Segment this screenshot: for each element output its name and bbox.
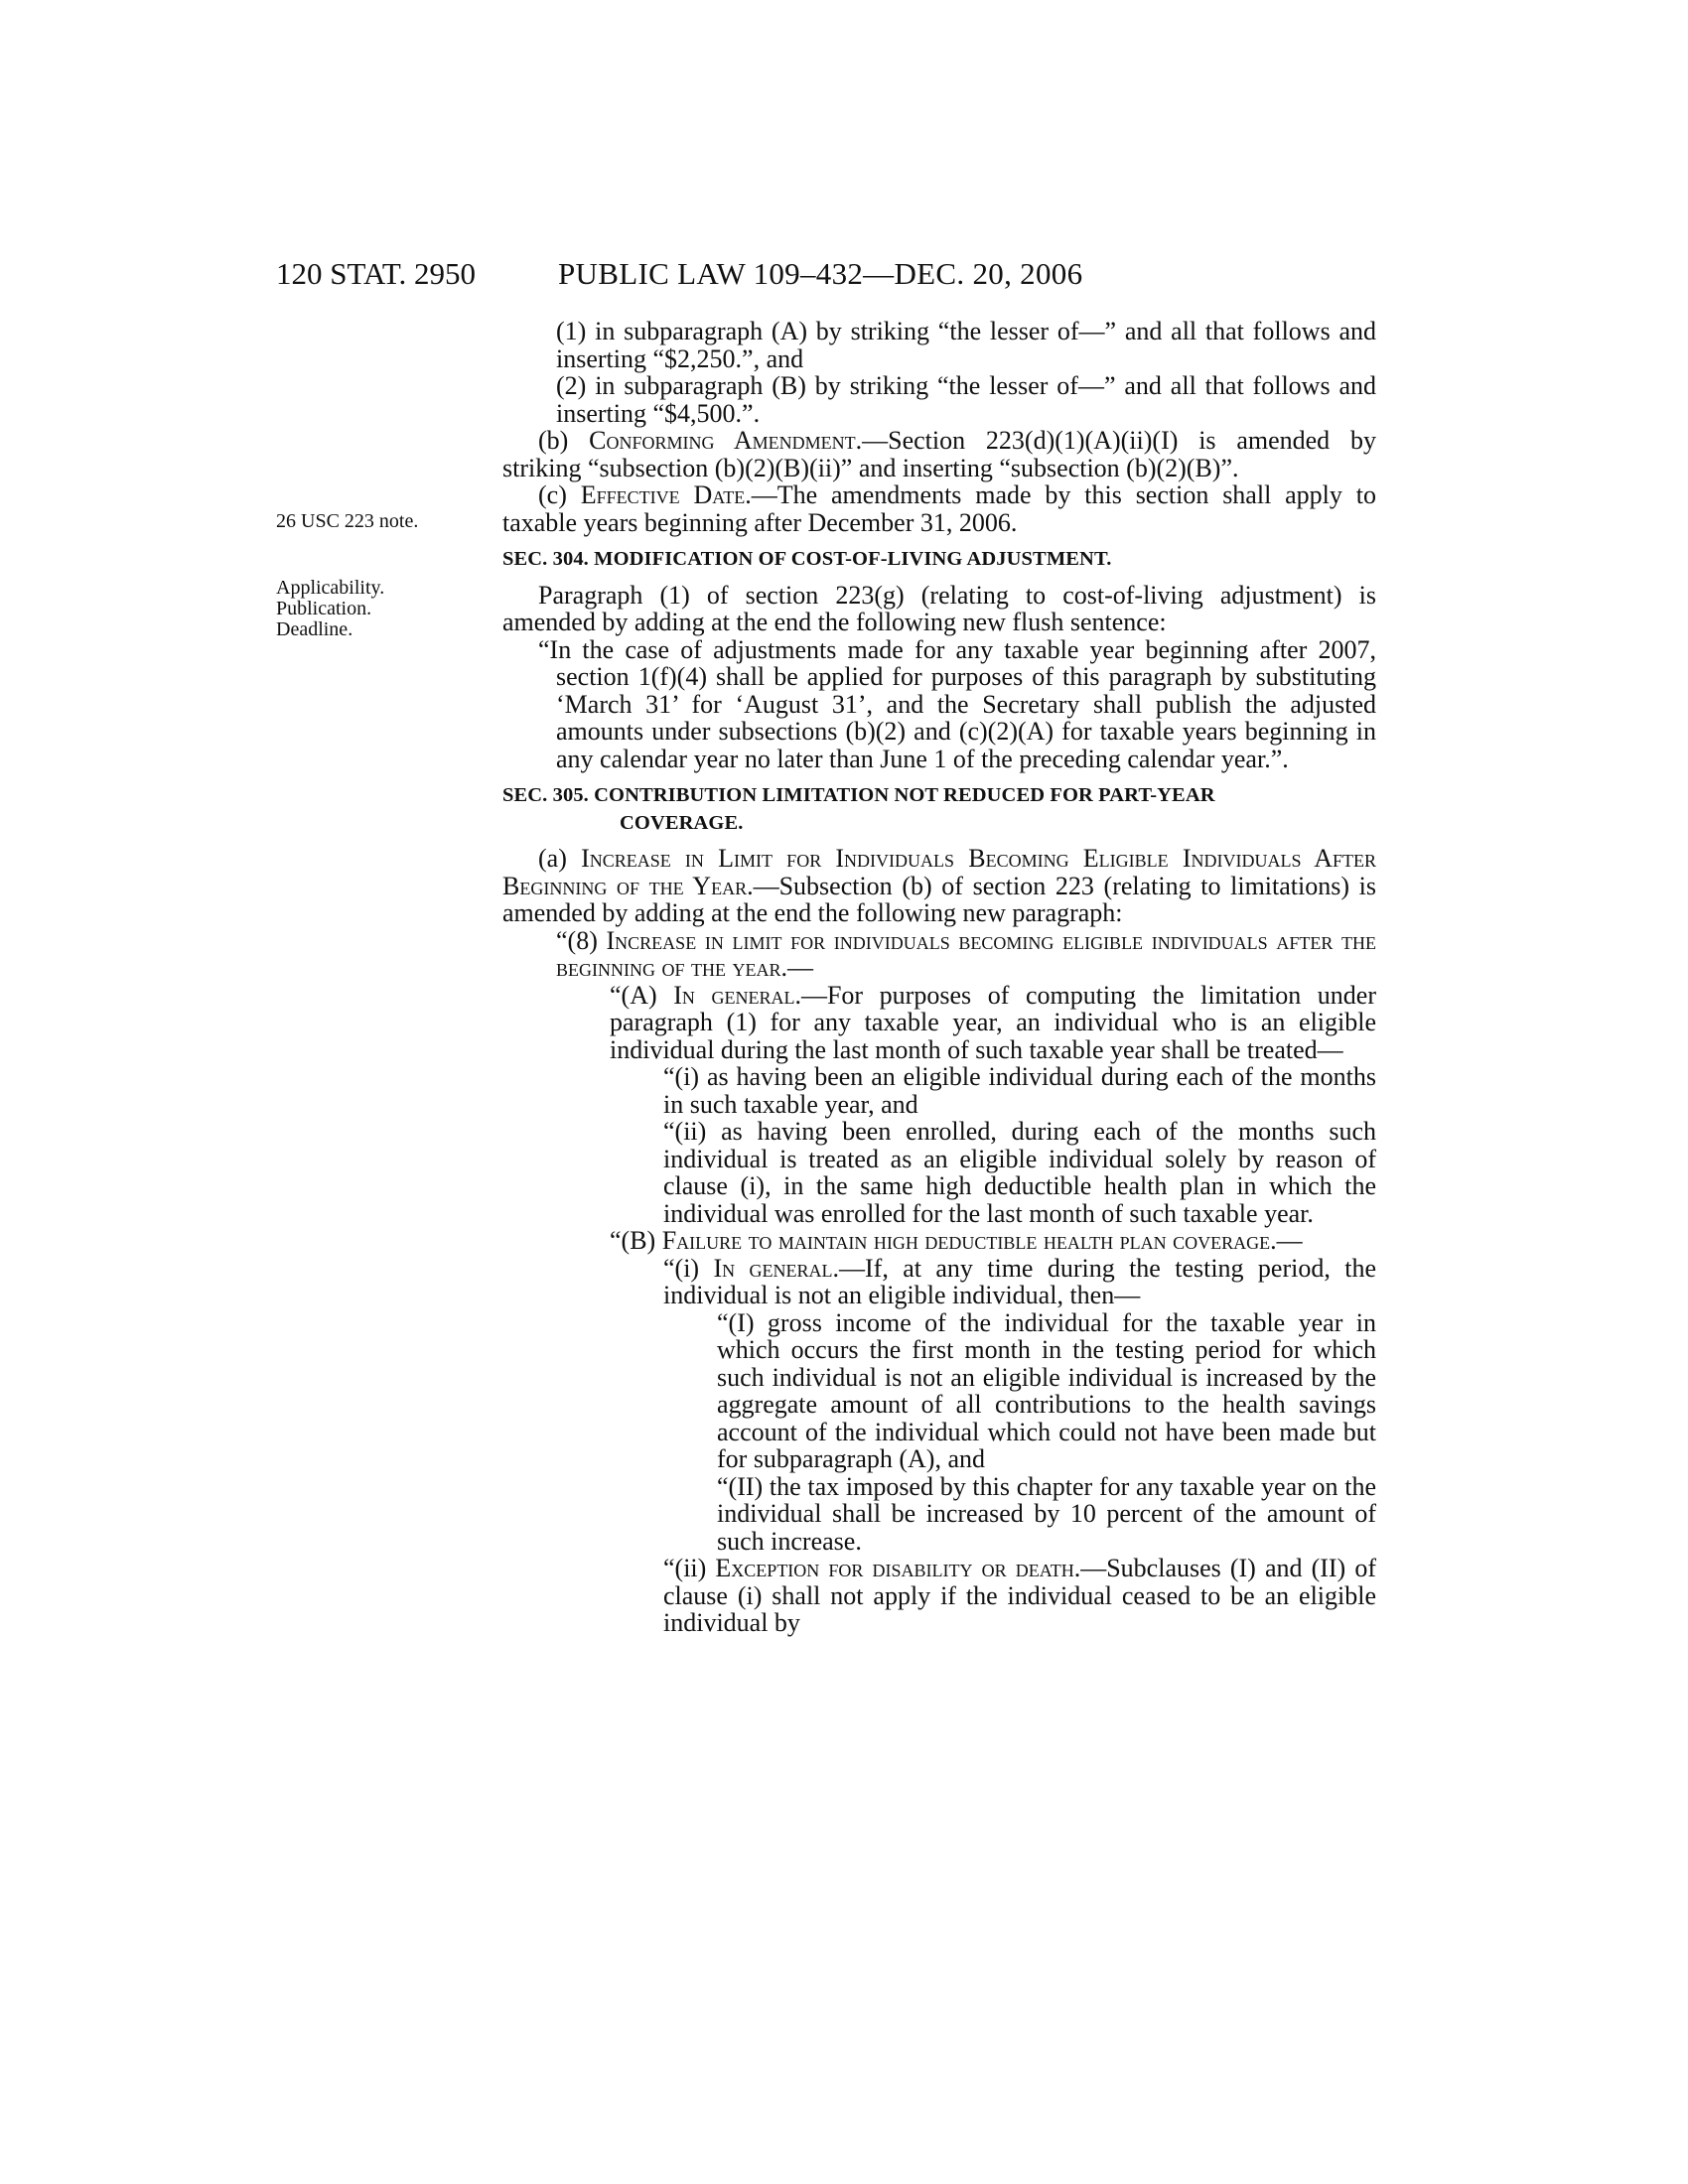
paragraph-heading: Increase in limit for individuals becoming eligible individuals after the beginning of the year. xyxy=(556,925,1376,982)
paragraph-heading: In general. xyxy=(713,1253,839,1283)
paragraph-label: “(8) xyxy=(556,925,607,955)
paragraph-label: (c) xyxy=(538,480,581,509)
paragraph-label: “(B) xyxy=(610,1226,662,1255)
margin-note-usc: 26 USC 223 note. xyxy=(276,510,419,532)
page-header xyxy=(0,256,1688,296)
statute-page-number: 120 STAT. 2950 xyxy=(276,256,477,291)
paragraph-label: (a) xyxy=(538,844,582,873)
paragraph-label: “(ii) xyxy=(663,1554,716,1582)
paragraph-text: —Section 223(d)(1)(A)(ii)(I) is amended by striking “subsection (b)(2)(B)(ii)” and inserting “subsection (b)(2)(B)”. xyxy=(502,426,1376,482)
paragraph-label: (b) xyxy=(538,426,590,455)
paragraph-text: —For purposes of computing the limitation under paragraph (1) for any taxable year, an individual who is an eligible individual during the last month of such taxable year shall be treated— xyxy=(610,980,1376,1064)
clause-b-ii xyxy=(502,1555,1376,1637)
paragraph-text: —Subsection (b) of section 223 (relating to limitations) is amended by adding at the end the following new paragraph: xyxy=(502,871,1376,927)
margin-note-publication: Publication. xyxy=(276,598,372,619)
paragraph-text: —The amendments made by this section shall apply to taxable years beginning after December 31, 2006. xyxy=(502,480,1376,537)
paragraph-heading: In general. xyxy=(673,980,801,1010)
public-law-title: PUBLIC LAW 109–432—DEC. 20, 2006 xyxy=(558,256,1083,291)
margin-note-applicability: Applicability. xyxy=(276,577,385,599)
paragraph-flush-sentence: “In the case of adjustments made for any taxable year beginning after 2007, section 1(f)(4) shall be applied for purposes of this paragraph by substituting ‘March 31’ for ‘August 31’, and the Secretary shall publish the adjusted amounts under subsections (b)(2) and (c)(2)(A) for taxable years beginning in any calendar year no later than June 1 of the preceding calendar year.”. xyxy=(538,634,1376,773)
section-305-heading-line1: SEC. 305. CONTRIBUTION LIMITATION NOT REDUCED FOR PART-YEAR xyxy=(502,784,1215,806)
document-body xyxy=(502,318,1376,1637)
paragraph-heading: Conforming Amendment. xyxy=(589,426,863,455)
subclause-II: “(II) the tax imposed by this chapter for any taxable year on the individual shall be increased by 10 percent of the amount of such increase. xyxy=(717,1471,1376,1556)
paragraph-text: —If, at any time during the testing period, the individual is not an eligible individual, then— xyxy=(663,1253,1376,1309)
paragraph-conforming-amendment xyxy=(502,427,1376,481)
paragraph-label: “(i) xyxy=(663,1253,714,1283)
paragraph-cola-intro: Paragraph (1) of section 223(g) (relating to cost-of-living adjustment) is amended by adding at the end the following new flush sentence: xyxy=(502,580,1376,636)
margin-note-group xyxy=(276,578,475,640)
paragraph-text: — xyxy=(786,953,813,982)
subparagraph-a xyxy=(502,982,1376,1064)
section-305-heading xyxy=(502,782,1376,837)
clause-b-i xyxy=(502,1255,1376,1309)
paragraph-heading: Effective Date. xyxy=(580,480,752,509)
section-304-heading: SEC. 304. MODIFICATION OF COST-OF-LIVING ADJUSTMENT. xyxy=(502,548,1112,570)
paragraph-1: (1) in subparagraph (A) by striking “the lesser of—” and all that follows and inserting “$2,250.”, and xyxy=(556,317,1376,373)
paragraph-text: — xyxy=(1276,1226,1303,1255)
paragraph-heading: Failure to maintain high deductible health plan coverage. xyxy=(661,1226,1277,1255)
paragraph-effective-date xyxy=(502,481,1376,536)
margin-note-deadline: Deadline. xyxy=(276,618,353,640)
paragraph-8 xyxy=(502,927,1376,982)
subparagraph-b xyxy=(502,1227,1376,1255)
paragraph-heading: Exception for disability or death. xyxy=(715,1554,1081,1582)
subclause-I: “(I) gross income of the individual for the taxable year in which occurs the first month in the testing period for which such individual is not an eligible individual is increased by the aggregate amount of all contributions to the health savings account of the individual which could not have been made but for subparagraph (A), and xyxy=(717,1307,1376,1473)
paragraph-text: —Subclauses (I) and (II) of clause (i) shall not apply if the individual ceased to be an eligible individual by xyxy=(663,1554,1376,1637)
clause-ii: “(ii) as having been enrolled, during each of the months such individual is treated as an eligible individual solely by reason of clause (i), in the same high deductible health plan in which the individual was enrolled for the last month of such taxable year. xyxy=(663,1117,1376,1228)
paragraph-2: (2) in subparagraph (B) by striking “the lesser of—” and all that follows and inserting “$4,500.”. xyxy=(556,371,1376,428)
section-305-heading-line2: COVERAGE. xyxy=(620,811,744,834)
paragraph-heading: Increase in Limit for Individuals Becoming Eligible Individuals After Beginning of the Year. xyxy=(502,844,1377,900)
clause-i: “(i) as having been an eligible individual during each of the months in such taxable year, and xyxy=(663,1062,1376,1119)
paragraph-increase-in-limit xyxy=(502,845,1376,927)
paragraph-label: “(A) xyxy=(610,980,674,1010)
